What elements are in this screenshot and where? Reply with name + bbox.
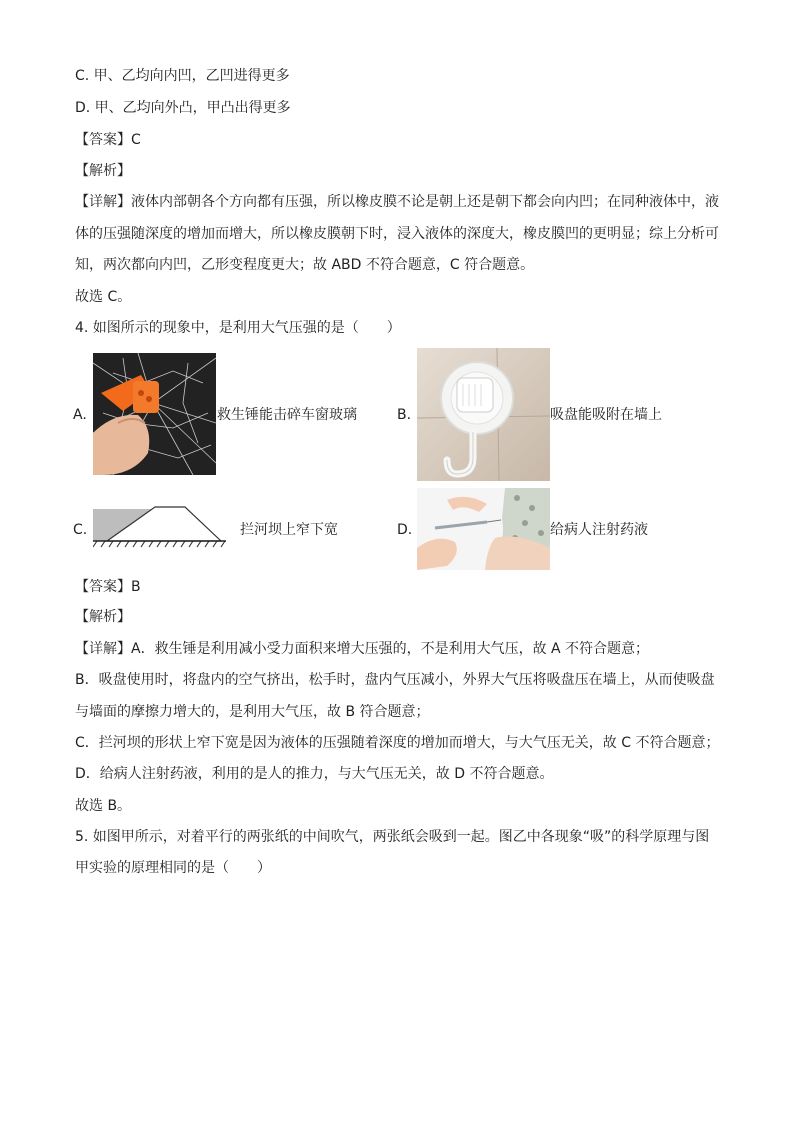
detail-prev-1: 【详解】液体内部朝各个方向都有压强，所以橡皮膜不论是朝上还是朝下都会向内凹；在同种液体中，液	[75, 194, 719, 210]
option-a-caption: 救生锤能击碎车窗玻璃	[217, 407, 357, 423]
detail-q4-c: C．拦河坝的形状上窄下宽是因为液体的压强随着深度的增加而增大，与大气压无关，故 C 不符合题意；	[75, 735, 720, 751]
answer-prev: 【答案】C	[75, 132, 141, 148]
question4-stem: 4. 如图所示的现象中，是利用大气压强的是（ ）	[75, 320, 401, 336]
syringe-injection-icon	[417, 488, 550, 570]
option-d-caption: 给病人注射药液	[550, 522, 648, 538]
detail-prev-3: 知，两次都向内凹，乙形变程度更大；故 ABD 不符合题意，C 符合题意。	[75, 257, 535, 273]
detail-prev-2: 体的压强随深度的增加而增大，所以橡皮膜朝下时，浸入液体的深度大，橡皮膜凹的更明显；综上分析可	[75, 226, 719, 242]
analysis-heading-q4: 【解析】	[75, 609, 131, 625]
shattered-glass-icon	[93, 353, 216, 475]
option-c-caption: 拦河坝上窄下宽	[240, 522, 338, 538]
analysis-heading-prev: 【解析】	[75, 163, 131, 179]
suction-cup-image	[417, 348, 550, 481]
detail-q4-b1: B．吸盘使用时，将盘内的空气挤出，松手时，盘内气压减小，外界大气压将吸盘压在墙上，从而使吸盘	[75, 672, 715, 688]
conclusion-prev: 故选 C。	[75, 289, 132, 305]
option-d-prev: D. 甲、乙均向外凸，甲凸出得更多	[75, 100, 291, 116]
rescue-hammer-image	[93, 353, 216, 475]
answer-q4: 【答案】B	[75, 579, 141, 595]
detail-q4-b2: 与墙面的摩擦力增大的，是利用大气压，故 B 符合题意；	[75, 704, 430, 720]
dam-diagram	[93, 503, 226, 551]
detail-q4-d: D．给病人注射药液，利用的是人的推力，与大气压无关，故 D 不符合题意。	[75, 766, 554, 782]
question5-stem-1: 5. 如图甲所示，对着平行的两张纸的中间吹气，两张纸会吸到一起。图乙中各现象“吸”的科学原理与图	[75, 829, 710, 845]
option-a-label: A.	[73, 407, 87, 423]
dam-cross-section-icon	[93, 503, 226, 551]
question5-stem-2: 甲实验的原理相同的是（ ）	[75, 860, 271, 876]
option-c-prev: C. 甲、乙均向内凹，乙凹进得更多	[75, 68, 290, 84]
suction-hook-icon	[417, 348, 550, 481]
option-c-label: C.	[73, 522, 88, 538]
option-d-label: D.	[397, 522, 413, 538]
detail-q4-a: 【详解】A．救生锤是利用减小受力面积来增大压强的，不是利用大气压，故 A 不符合题意；	[75, 641, 650, 657]
conclusion-q4: 故选 B。	[75, 798, 132, 814]
option-b-label: B.	[397, 407, 412, 423]
option-b-caption: 吸盘能吸附在墙上	[550, 407, 662, 423]
injection-image	[417, 488, 550, 570]
